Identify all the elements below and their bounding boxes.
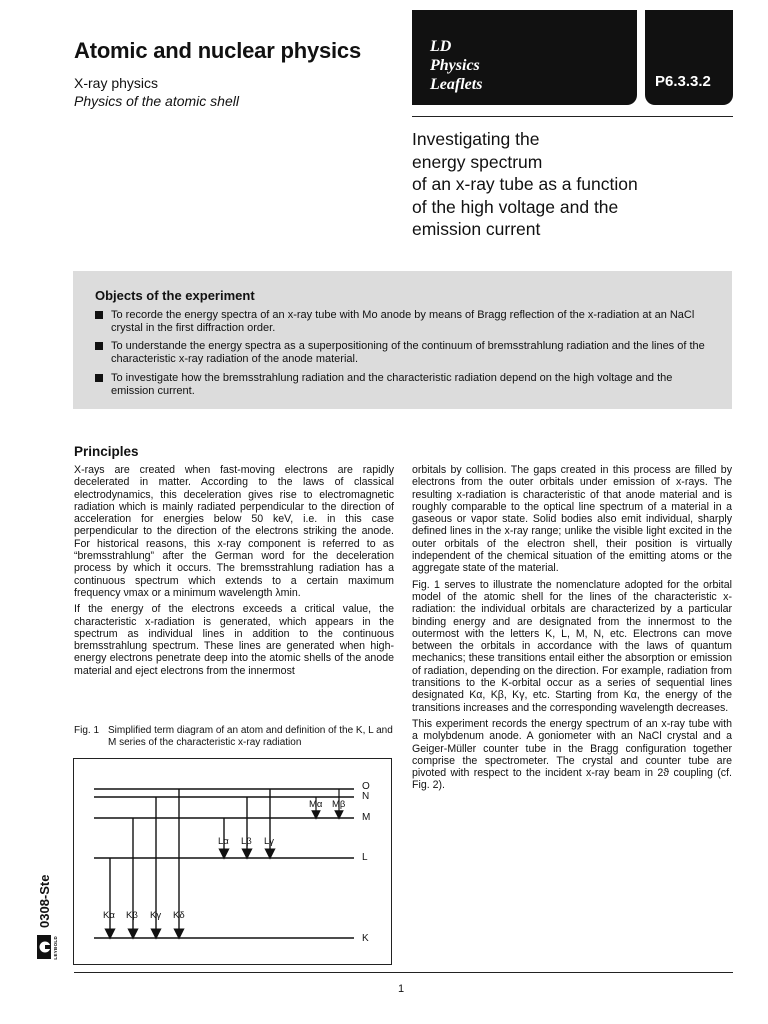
k-alpha-label: Kα (103, 910, 115, 921)
objective-text: To investigate how the bremsstrahlung radiation and the characteristic radiation depend on the high voltage and the emission current. (111, 372, 673, 397)
level-label-n: N (362, 791, 370, 802)
header-subtitle-atomic-shell: Physics of the atomic shell (74, 93, 239, 109)
figure-caption-text: Simplified term diagram of an atom and definition of the K, L and M series of the characteristic x-ray radiation (108, 725, 393, 748)
title-line: of an x-ray tube as a function (412, 174, 638, 194)
level-label-o: O (362, 781, 370, 792)
ld-physics-leaflets-box (412, 10, 637, 105)
level-label-l: L (362, 852, 368, 863)
level-label-m: M (362, 812, 371, 823)
leaflet-code: P6.3.3.2 (655, 73, 711, 90)
k-gamma-label: Kγ (150, 910, 162, 921)
header-subtitle-xray: X-ray physics (74, 75, 159, 91)
page-number: 1 (398, 983, 405, 995)
objects-heading: Objects of the experiment (95, 288, 255, 303)
bullet-square-icon (95, 311, 103, 319)
principles-heading: Principles (74, 444, 139, 459)
k-beta-label: Kβ (126, 910, 138, 921)
figure-label: Fig. 1 (74, 725, 100, 736)
footer-rule (74, 972, 733, 973)
title-line: Investigating the (412, 129, 540, 149)
header-rule (412, 116, 733, 117)
leaflet-code-box (645, 10, 733, 105)
k-delta-label: Kδ (173, 910, 185, 921)
physics-line: Physics (430, 57, 480, 74)
leaflets-line: Leaflets (430, 76, 483, 93)
l-alpha-label: Lα (218, 836, 229, 847)
header-title: Atomic and nuclear physics (74, 38, 361, 63)
paragraph: X-rays are created when fast-moving electrons are rapidly decelerated in matter. According to the laws of classical electrodynamics, this deceleration gives rise to electromagnetic radiation which is mainly radiated perpendicular to the direction of acceleration for energies below 50 keV, i.e. in this case perpendicular to the direction of the electrons striking the anode. For historical reasons, this x-ray component is referred to as “bremsstrahlung” after the German word for the deceleration process by which it occurs. The bremsstrahlung radiation has a continuous spectrum which extends to a certain maximum frequency νmax or a minimum wavelength λmin. (74, 464, 394, 599)
m-beta-label: Mβ (332, 799, 346, 810)
ld-line: LD (430, 38, 452, 55)
paragraph: If the energy of the electrons exceeds a critical value, the characteristic x-radiation is generated, which appears in the spectrum as individual lines in addition to the continuous bremsstrahlung spectrum. These lines are generated when high-energy electrons penetrate deep into the atomic shells of the anode material and eject electrons from the innermost (74, 603, 394, 677)
paragraph: Fig. 1 serves to illustrate the nomenclature adopted for the orbital model of the atomic shell for the lines of the characteristic x-radiation: the individual orbitals are characterized by a particular binding energy and are designated from the innermost to the outermost with the letters K, L, M, N, etc. Electrons can move between the orbitals in accordance with the laws of quantum mechanics; these transitions entail either the absorption or emission of radiation, depending on the direction. For example, radiation from transitions to the K-orbital occur as a series of sequential lines designated Kα, Kβ, Kγ, etc. Starting from Kα, the energy of the transitions increases and the corresponding wavelength decreases. (412, 578, 732, 714)
left-column (74, 464, 394, 681)
title-line: energy spectrum (412, 151, 543, 172)
title-line: emission current (412, 219, 541, 239)
level-label-k: K (362, 933, 369, 944)
l-gamma-label: Lγ (264, 836, 275, 847)
m-alpha-label: Mα (309, 799, 323, 810)
bullet-square-icon (95, 374, 103, 382)
title-line: of the high voltage and the (412, 196, 619, 217)
l-beta-label: Lβ (241, 836, 252, 847)
paragraph: This experiment records the energy spectrum of an x-ray tube with a molybdenum anode. A goniometer with an NaCl crystal and a Geiger-Müller counter tube in the Bragg configuration together comprise the spectrometer. The crystal and counter tube are pivoted with respect to the incident x-ray beam in 2ϑ coupling (cf. Fig. 2). (412, 717, 732, 792)
leybold-brand-text: LEYBOLD (53, 936, 58, 960)
leybold-logo (36, 934, 62, 960)
paragraph: orbitals by collision. The gaps created in this process are filled by electrons from the outer orbitals under emission of x-rays. The resulting x-radiation is characteristic of that anode material and is roughly comparable to the optical line spectrum of a material in a gaseous or vapor state. Solid bodies also emit individual, sharply defined lines in the x-ray range; unlike the visible light excited in the outer orbitals of the electron shell, their position is virtually independent of the chemical situation of the emitting atoms or the aggregate state of the material. (412, 464, 732, 575)
document-title (412, 128, 732, 241)
side-document-code: 0308-Ste (37, 874, 52, 928)
objective-text: To understande the energy spectra as a superpositioning of the continuum of bremsstrahlung radiation and the lines of the characteristic x-ray radiation of the anode material. (111, 340, 705, 365)
objective-text: To recorde the energy spectra of an x-ray tube with Mo anode by means of Bragg reflection of the x-radiation at an NaCl crystal in the first diffraction order. (111, 309, 695, 334)
right-column (412, 464, 732, 796)
term-diagram (73, 758, 392, 965)
bullet-square-icon (95, 342, 103, 350)
